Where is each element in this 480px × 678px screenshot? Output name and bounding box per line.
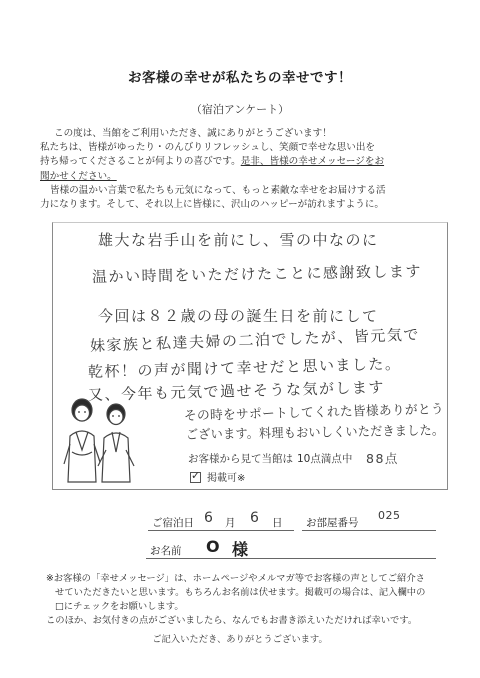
staff-illustration: [60, 392, 142, 484]
month-unit: 月: [225, 517, 236, 529]
handwritten-line: 雄大な岩手山を前にし、雪の中なのに: [98, 231, 379, 249]
handwritten-line: 妹家族と私達夫婦の二泊でしたが、皆元気で: [89, 325, 421, 355]
room-number-value[interactable]: 025: [378, 509, 401, 522]
rating-row: [188, 451, 352, 466]
guest-name-label: お名前: [150, 545, 182, 557]
note-line: このほか、お気付きの点がございましたら、なんでもお書き添えいただければ幸いです。: [46, 615, 418, 626]
handwritten-line: 又、今年も元気で過せそうな気がします: [87, 378, 386, 404]
intro-line: 皆様の温かい言葉で私たちも元気になって、もっと素敵な幸せをお届けする活: [50, 184, 386, 196]
intro-line: この度は、当館をご利用いただき、誠にありがとうございます！: [54, 128, 332, 139]
handwritten-line: 乾杯！の声が聞けて幸せだと思いました。: [87, 354, 402, 381]
rating-score[interactable]: 88点: [366, 451, 399, 466]
publication-notes: [46, 572, 446, 628]
intro-line: 力になります。そして、それ以上に皆様に、沢山のハッピーが訪れますように。: [40, 199, 385, 211]
footer-thanks: ご記入いただき、ありがとうございます。: [152, 634, 328, 645]
survey-subtitle: （宿泊アンケート）: [190, 103, 290, 116]
handwritten-line: 温かい時間をいただけたことに感謝致します: [91, 262, 423, 286]
guest-name-underline: [146, 558, 436, 559]
intro-text-segment: 持ち帰ってくださることが何よりの喜びです。: [40, 156, 241, 168]
handwritten-line: ございます。料理もおいしくいただきました。: [185, 423, 445, 443]
handwritten-line: 今回は８２歳の母の誕生日を前にして: [98, 307, 379, 325]
note-line: せていただきたいと思います。もちろんお名前は伏せます。掲載可の場合は、記入欄中の: [55, 587, 426, 598]
intro-text: [40, 127, 440, 212]
guest-name-value[interactable]: O: [206, 537, 220, 556]
intro-line: 私たちは、皆様がゆったり・のんびりリフレッシュし、笑顔で幸せな思い出を: [40, 142, 376, 154]
stay-date-label: ご宿泊日: [152, 517, 194, 529]
publish-permission: [190, 469, 245, 484]
room-number-label: お部屋番号: [306, 517, 359, 529]
rating-label: お客様から見て当館は: [188, 453, 293, 465]
publish-label: 掲載可※: [207, 473, 246, 484]
intro-line: 聞かせください。: [40, 170, 117, 182]
intro-underlined-segment: 是非、皆様の幸せメッセージをお: [240, 156, 385, 168]
day-unit: 日: [272, 517, 283, 529]
rating-scale: 10点満点中: [297, 453, 353, 465]
publish-checkbox[interactable]: [190, 472, 201, 483]
intro-line: [40, 155, 440, 169]
room-number-underline: [302, 530, 436, 531]
stay-date-underline: [148, 530, 294, 531]
note-line: □にチェックをお願いします。: [55, 601, 184, 612]
guest-honorific: 様: [232, 540, 249, 559]
note-line: ※お客様の「幸せメッセージ」は、ホームページやメルマガ等でお客様の声としてご紹介さ: [46, 573, 425, 584]
survey-title: お客様の幸せが私たちの幸せです！: [128, 70, 352, 86]
stay-day-value[interactable]: 6: [250, 510, 261, 526]
handwritten-line: その時をサポートしてくれた皆様ありがとう: [183, 402, 445, 424]
stay-month-value[interactable]: 6: [204, 510, 215, 526]
